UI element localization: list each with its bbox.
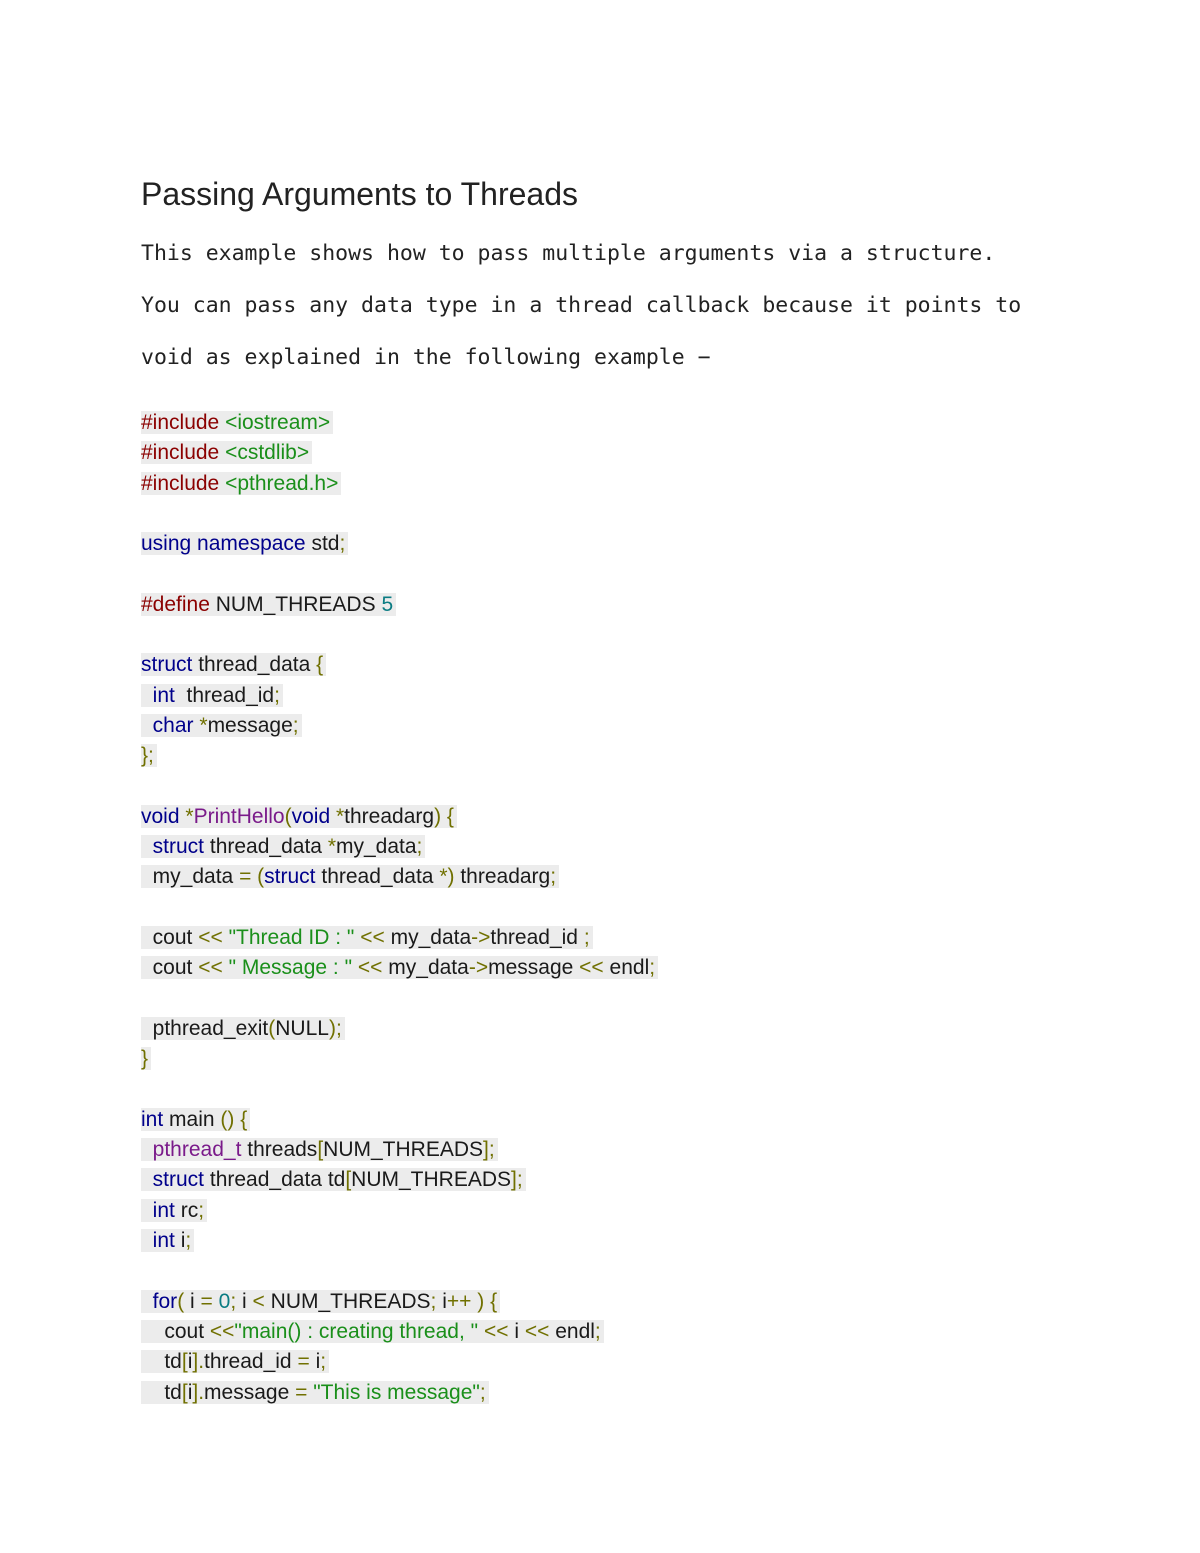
code-line (141, 590, 658, 620)
code-line (141, 772, 658, 802)
code-line-text: int rc; (141, 1199, 207, 1222)
intro-line-2: You can pass any data type in a thread callback because it points to (141, 293, 1022, 318)
code-line-text: my_data = (struct thread_data *) threadarg; (141, 865, 559, 888)
code-line-text: int i; (141, 1229, 194, 1252)
code-line-text: #include <pthread.h> (141, 472, 341, 495)
code-line (141, 529, 658, 559)
code-line-text: pthread_t threads[NUM_THREADS]; (141, 1138, 498, 1161)
code-line-text: td[i].message = "This is message"; (141, 1381, 489, 1404)
code-line-text: }; (141, 744, 157, 767)
code-line (141, 862, 658, 892)
code-line (141, 741, 658, 771)
code-line (141, 469, 658, 499)
code-line (141, 1347, 658, 1377)
code-line-text: cout << " Message : " << my_data->message << endl; (141, 956, 658, 979)
code-line-text: #include <cstdlib> (141, 441, 312, 464)
code-line (141, 499, 658, 529)
intro-line-1: This example shows how to pass multiple arguments via a structure. (141, 241, 996, 266)
code-line-text: for( i = 0; i < NUM_THREADS; i++ ) { (141, 1290, 500, 1313)
code-line (141, 1165, 658, 1195)
code-line (141, 1105, 658, 1135)
code-line (141, 1196, 658, 1226)
code-line-text: cout <<"main() : creating thread, " << i << endl; (141, 1320, 604, 1343)
code-line (141, 953, 658, 983)
code-line-text: int thread_id; (141, 684, 283, 707)
code-line (141, 1135, 658, 1165)
code-line (141, 1287, 658, 1317)
code-line-text: pthread_exit(NULL); (141, 1017, 345, 1040)
code-line-text: char *message; (141, 714, 302, 737)
code-line (141, 984, 658, 1014)
code-line-text: #include <iostream> (141, 411, 333, 434)
code-line (141, 681, 658, 711)
code-line (141, 1256, 658, 1286)
code-line (141, 1226, 658, 1256)
code-line-text: struct thread_data td[NUM_THREADS]; (141, 1168, 526, 1191)
code-line (141, 620, 658, 650)
code-line-text: struct thread_data *my_data; (141, 835, 425, 858)
code-line (141, 1317, 658, 1347)
code-line (141, 1014, 658, 1044)
code-line (141, 559, 658, 589)
code-line (141, 650, 658, 680)
code-line (141, 1378, 658, 1408)
code-line (141, 1044, 658, 1074)
code-line (141, 893, 658, 923)
code-block (141, 408, 658, 1408)
code-line-text: #define NUM_THREADS 5 (141, 593, 396, 616)
page-title: Passing Arguments to Threads (141, 176, 578, 212)
code-line (141, 438, 658, 468)
code-line-text: void *PrintHello(void *threadarg) { (141, 805, 457, 828)
code-line-text: struct thread_data { (141, 653, 326, 676)
code-line-text: using namespace std; (141, 532, 348, 555)
code-line (141, 923, 658, 953)
code-line (141, 1075, 658, 1105)
code-line-text: cout << "Thread ID : " << my_data->thread_id ; (141, 926, 593, 949)
code-line-text: } (141, 1047, 151, 1070)
intro-line-3: void as explained in the following example − (141, 345, 711, 370)
code-line (141, 832, 658, 862)
code-line (141, 711, 658, 741)
code-line (141, 802, 658, 832)
code-line (141, 408, 658, 438)
code-line-text: int main () { (141, 1108, 250, 1131)
code-line-text: td[i].thread_id = i; (141, 1350, 329, 1373)
